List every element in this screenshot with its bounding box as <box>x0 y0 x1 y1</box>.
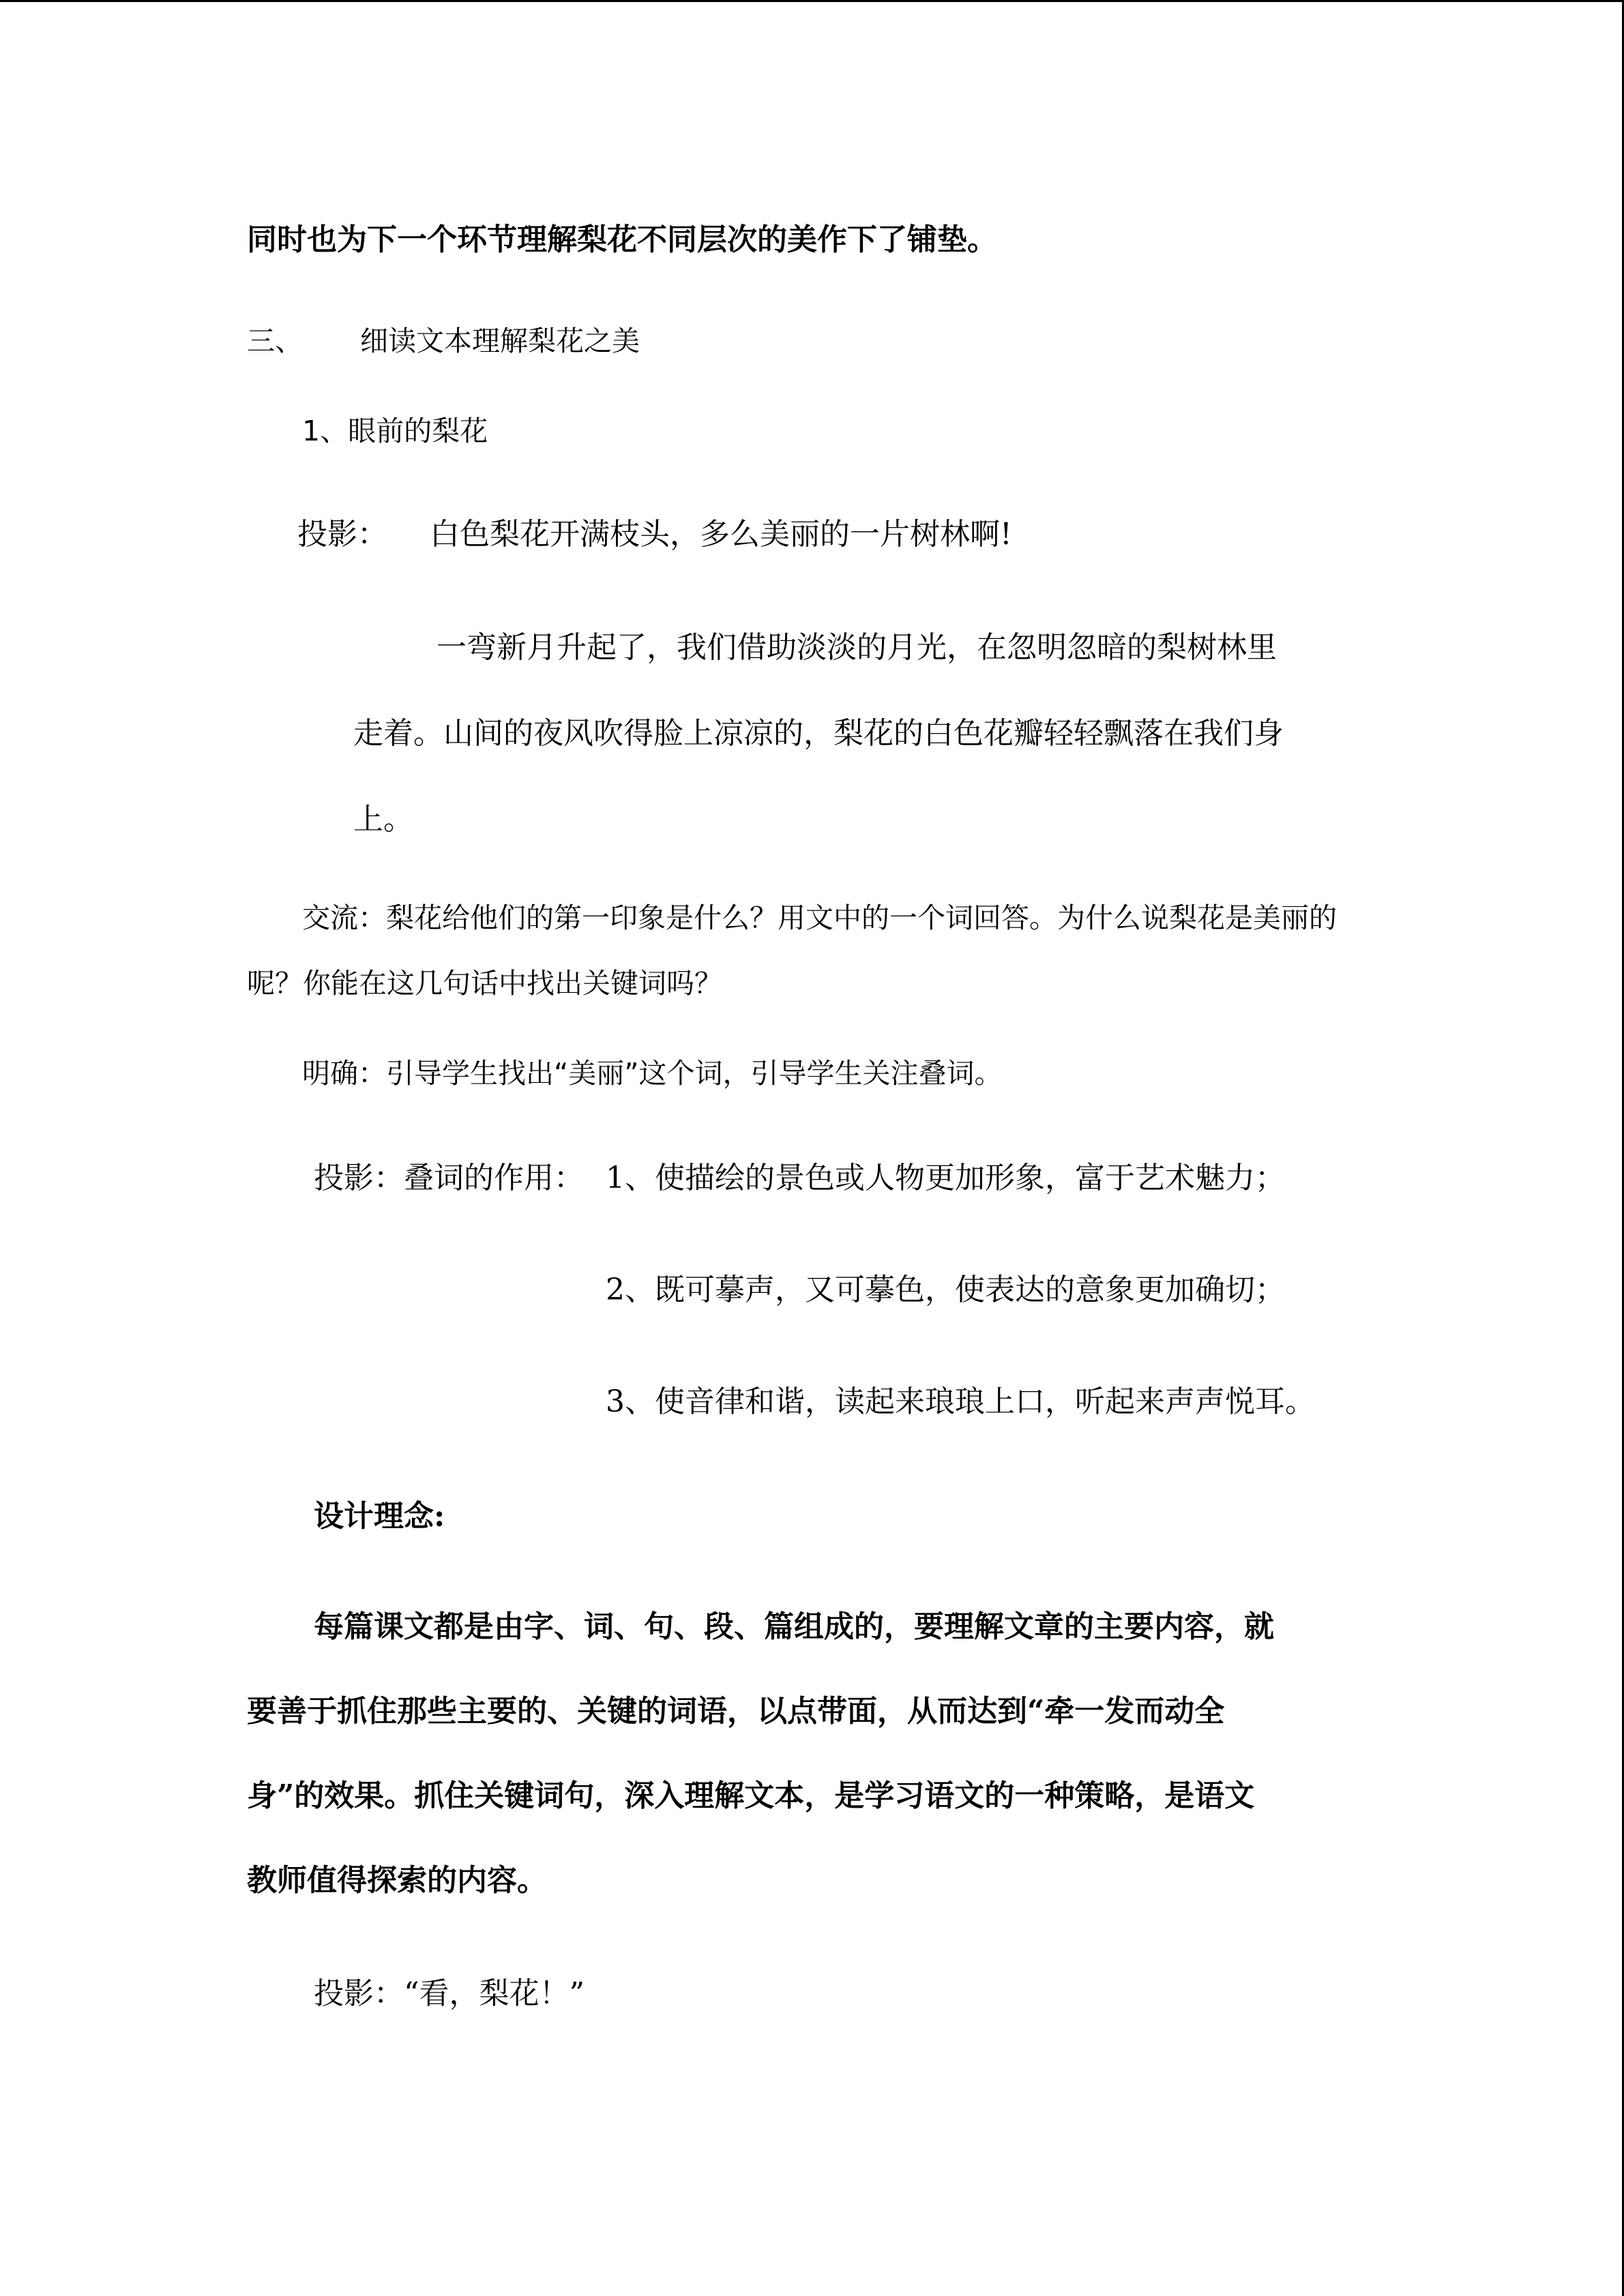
section-title: 细读文本理解梨花之美 <box>360 325 640 357</box>
reduplication-item: 2、既可摹声，又可摹色，使表达的意象更加确切； <box>606 1272 1285 1307</box>
quote-line: 上。 <box>353 802 413 837</box>
reduplication-label: 投影：叠词的作用： <box>314 1161 584 1195</box>
exchange-line: 交流：梨花给他们的第一印象是什么？用文中的一个词回答。为什么说梨花是美丽的 <box>302 901 1337 934</box>
quote-line: 走着。山间的夜风吹得脸上凉凉的，梨花的白色花瓣轻轻飘落在我们身 <box>353 716 1284 751</box>
clarification: 明确：引导学生找出“美丽”这个词，引导学生关注叠词。 <box>302 1057 1003 1090</box>
projection-text: 白色梨花开满枝头，多么美丽的一片树林啊! <box>430 517 1012 552</box>
quote-line: 一弯新月升起了，我们借助淡淡的月光，在忽明忽暗的梨树林里 <box>437 630 1277 665</box>
projection-label: 投影： <box>297 517 387 552</box>
intro-continuation: 同时也为下一个环节理解梨花不同层次的美作下了铺垫。 <box>247 222 997 257</box>
subsection-heading: 1、眼前的梨花 <box>302 415 488 447</box>
section-number: 三、 <box>247 325 303 357</box>
exchange-line: 呢？你能在这几句话中找出关键词吗？ <box>247 967 722 1000</box>
design-note-line: 身”的效果。抓住关键词句，深入理解文本，是学习语文的一种策略，是语文 <box>247 1778 1255 1813</box>
design-note-line: 教师值得探索的内容。 <box>247 1863 547 1898</box>
design-note-heading: 设计理念: <box>314 1499 445 1534</box>
design-note-line: 要善于抓住那些主要的、关键的词语，以点带面，从而达到“牵一发而动全 <box>247 1694 1225 1729</box>
page-top-border <box>0 0 1624 2</box>
reduplication-item: 3、使音律和谐，读起来琅琅上口，听起来声声悦耳。 <box>606 1384 1315 1419</box>
projection-final: 投影：“看，梨花！” <box>314 1976 585 2011</box>
design-note-line: 每篇课文都是由字、词、句、段、篇组成的，要理解文章的主要内容，就 <box>314 1609 1274 1644</box>
reduplication-item: 1、使描绘的景色或人物更加形象，富于艺术魅力； <box>606 1161 1285 1195</box>
